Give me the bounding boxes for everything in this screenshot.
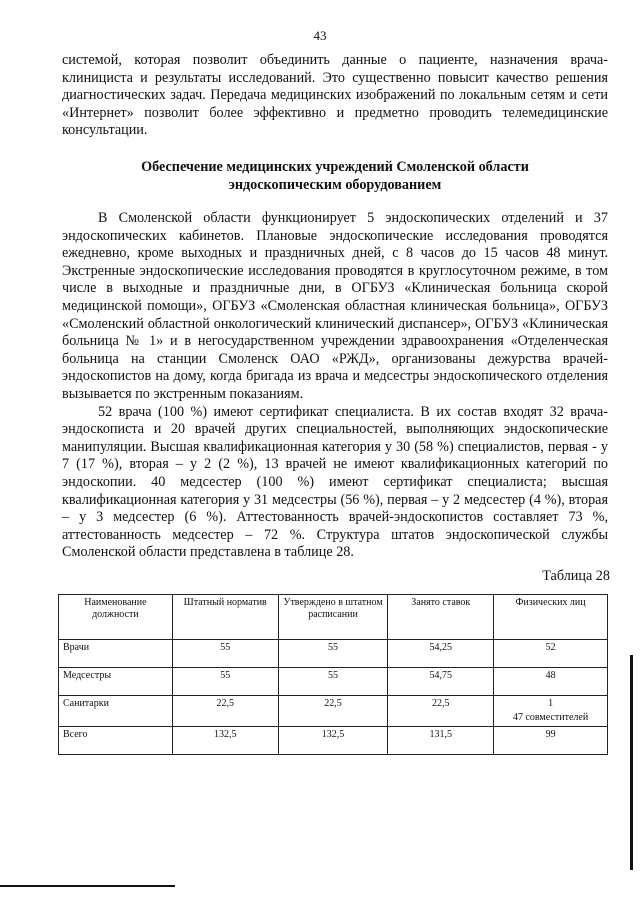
footer-rule xyxy=(0,885,175,887)
header-approved: Утверждено в штатном расписании xyxy=(278,595,388,640)
cell-persons: 99 xyxy=(494,727,608,755)
table-row-total xyxy=(59,727,608,755)
cell-persons: 52 xyxy=(494,640,608,668)
table-row xyxy=(59,696,608,727)
section-heading-line-2: эндоскопическим оборудованием xyxy=(228,177,442,193)
scan-margin-mark xyxy=(630,655,633,870)
staff-table xyxy=(58,594,608,755)
cell-position: Медсестры xyxy=(59,668,173,696)
cell-occupied: 54,75 xyxy=(388,668,494,696)
cell-occupied: 131,5 xyxy=(388,727,494,755)
cell-norm: 132,5 xyxy=(172,727,278,755)
table-row xyxy=(59,640,608,668)
cell-persons: 48 xyxy=(494,668,608,696)
header-position: Наименование должности xyxy=(59,595,173,640)
cell-persons xyxy=(494,696,608,727)
part-time-note: 47 совместителей xyxy=(512,712,589,723)
intro-paragraph-block xyxy=(62,52,608,140)
page-number: 43 xyxy=(313,28,327,43)
paragraph-departments: В Смоленской области функционирует 5 эндоскопических отделений и 37 эндоскопических кабинетов. Плановые эндоскопические исследования проводятся ежедневно, кроме выходных и праздничных дней, с 8 часов до 15 часов 48 минут. Экстренные эндоскопические исследования проводятся в круглосуточном режиме, в том числе в выходные и праздничные дни, в ОГБУЗ «Клиническая больница скорой медицинской помощи», ОГБУЗ «Смоленская областная клиническая больница», ОГБУЗ «Смоленский областной онкологический клинический диспансер», ОГБУЗ «Клиническая больница № 1» и в негосударственном учреждении здравоохранения «Отделенческая больница на станции Смоленск ОАО «РЖД», организованы дежурства врачей-эндоскопистов на дому, когда бригада из врача и медсестры эндоскопического отделения вызывается по экстренным показаниям. xyxy=(62,210,608,402)
header-norm: Штатный норматив xyxy=(172,595,278,640)
cell-norm: 22,5 xyxy=(172,696,278,727)
cell-position: Всего xyxy=(59,727,173,755)
cell-approved: 55 xyxy=(278,640,388,668)
header-persons: Физических лиц xyxy=(494,595,608,640)
paragraph-staff: 52 врача (100 %) имеют сертификат специалиста. В их состав входят 32 врача-эндоскописта и 20 врачей других специальностей, выполняющих эндоскопические манипуляции. Высшая квалификационная категория у 30 (58 %) специалистов, первая - у 7 (17 %), вторая – у 2 (2 %), 13 врачей не имеют квалификационных категорий по эндоскопии. 40 медсестер (100 %) имеют сертификат специалиста; высшая квалификационная категория у 31 медсестры (56 %), первая – у 2 медсестер (4 %), вторая – у 3 медсестер (6 %). Аттестованность врачей-эндоскопистов составляет 73 %, аттестованность медсестер – 72 %. Структура штатов эндоскопической службы Смоленской области представлена в таблице 28. xyxy=(62,403,608,561)
cell-approved: 132,5 xyxy=(278,727,388,755)
cell-occupied: 22,5 xyxy=(388,696,494,727)
cell-persons-value: 1 xyxy=(548,698,554,709)
table-row xyxy=(59,668,608,696)
cell-norm: 55 xyxy=(172,640,278,668)
intro-paragraph: системой, которая позволит объединить данные о пациенте, назначения врача-клинициста и результаты исследований. Это существенно повысит качество решения диагностических задач. Передача медицинских изображений по локальным сетям и сети «Интернет» позволит более эффективно и предметно проводить телемедицинские консультации. xyxy=(62,52,608,139)
cell-occupied: 54,25 xyxy=(388,640,494,668)
table-caption: Таблица 28 xyxy=(542,568,610,584)
section-heading xyxy=(62,158,608,194)
header-occupied: Занято ставок xyxy=(388,595,494,640)
section-heading-line-1: Обеспечение медицинских учреждений Смоленской области xyxy=(141,159,529,175)
cell-norm: 55 xyxy=(172,668,278,696)
main-text-block xyxy=(62,210,608,562)
cell-position: Врачи xyxy=(59,640,173,668)
cell-approved: 22,5 xyxy=(278,696,388,727)
cell-approved: 55 xyxy=(278,668,388,696)
table-header-row xyxy=(59,595,608,640)
cell-position: Санитарки xyxy=(59,696,173,727)
